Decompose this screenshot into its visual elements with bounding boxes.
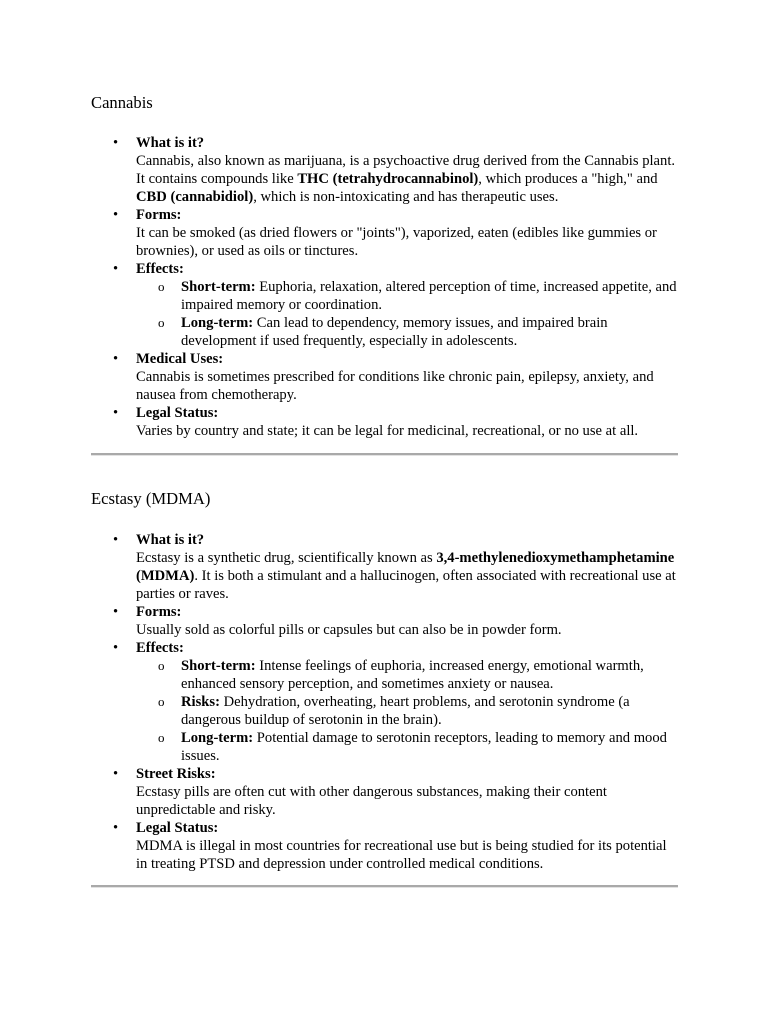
sub-list-item: [136, 278, 679, 314]
item-label: • Street Risks:: [136, 766, 216, 782]
bold-term: THC (tetrahydrocannabinol): [297, 171, 479, 187]
item-text: Cannabis, also known as marijuana, is a psychoactive drug derived from the Cannabis plant. It contains compounds like THC (tetrahydrocannabinol), which produces a "high," and CBD (cannabidiol), which is non-intoxicating and has therapeutic uses.: [136, 153, 676, 205]
sub-label: Long-term:: [181, 730, 254, 746]
sub-list-item: [136, 729, 679, 765]
item-text: Ecstasy pills are often cut with other dangerous substances, making their content unpredictable and risky.: [136, 784, 607, 818]
bold-term: 3,4-methylenedioxymethamphetamine (MDMA): [136, 550, 675, 584]
sub-list: [136, 278, 679, 350]
cannabis-list: [91, 134, 679, 440]
sub-text: Intense feelings of euphoria, increased energy, emotional warmth, enhanced sensory perception, and sometimes anxiety or nausea.: [181, 658, 644, 692]
sub-label: Short-term:: [181, 279, 256, 295]
list-item: [91, 350, 679, 404]
bold-term: CBD (cannabidiol): [136, 189, 254, 205]
list-item: [91, 819, 679, 873]
list-item: [91, 404, 679, 440]
section-title: Cannabis: [91, 93, 153, 112]
item-label: • Medical Uses:: [136, 351, 224, 367]
item-text: Cannabis is sometimes prescribed for conditions like chronic pain, epilepsy, anxiety, and nausea from chemotherapy.: [136, 369, 654, 403]
sub-list-item: [136, 657, 679, 693]
cannabis-section: [91, 93, 679, 440]
item-text: It can be smoked (as dried flowers or "joints"), vaporized, eaten (edibles like gummies or brownies), or used as oils or tinctures.: [136, 225, 657, 259]
section-divider: [91, 453, 678, 456]
sub-text: Dehydration, overheating, heart problems, and serotonin syndrome (a dangerous buildup of serotonin in the brain).: [181, 694, 630, 728]
item-label: • Legal Status:: [136, 820, 219, 836]
section-title: Ecstasy (MDMA): [91, 489, 211, 508]
sub-label: Short-term:: [181, 658, 256, 674]
section-divider: [91, 885, 678, 888]
ecstasy-list: [91, 531, 679, 873]
sub-text: Potential damage to serotonin receptors, leading to memory and mood issues.: [181, 730, 667, 764]
item-label: • What is it?: [136, 532, 205, 548]
list-item: [91, 765, 679, 819]
item-label: • Effects:: [136, 261, 184, 277]
item-label: • Legal Status:: [136, 405, 219, 421]
sub-list: [136, 657, 679, 765]
item-label: • Forms:: [136, 604, 182, 620]
item-text: Varies by country and state; it can be legal for medicinal, recreational, or no use at all.: [136, 423, 639, 439]
list-item: [91, 134, 679, 206]
list-item: [91, 531, 679, 603]
sub-text: Can lead to dependency, memory issues, and impaired brain development if used frequently, especially in adolescents.: [181, 315, 608, 349]
list-item: [91, 260, 679, 350]
sub-list-item: [136, 314, 679, 350]
item-text: Ecstasy is a synthetic drug, scientifically known as 3,4-methylenedioxymethamphetamine (MDMA). It is both a stimulant and a hallucinogen, often associated with recreational use at parties or raves.: [136, 550, 676, 602]
ecstasy-section: [91, 489, 679, 873]
item-label: • What is it?: [136, 135, 205, 151]
item-label: • Effects:: [136, 640, 184, 656]
item-text: MDMA is illegal in most countries for recreational use but is being studied for its potential in treating PTSD and depression under controlled medical conditions.: [136, 838, 667, 872]
sub-label: Risks:: [181, 694, 220, 710]
sub-list-item: [136, 693, 679, 729]
list-item: [91, 206, 679, 260]
list-item: [91, 603, 679, 639]
sub-label: Long-term:: [181, 315, 254, 331]
sub-text: Euphoria, relaxation, altered perception of time, increased appetite, and impaired memory or coordination.: [181, 279, 677, 313]
item-text: Usually sold as colorful pills or capsules but can also be in powder form.: [136, 622, 562, 638]
item-label: • Forms:: [136, 207, 182, 223]
list-item: [91, 639, 679, 765]
